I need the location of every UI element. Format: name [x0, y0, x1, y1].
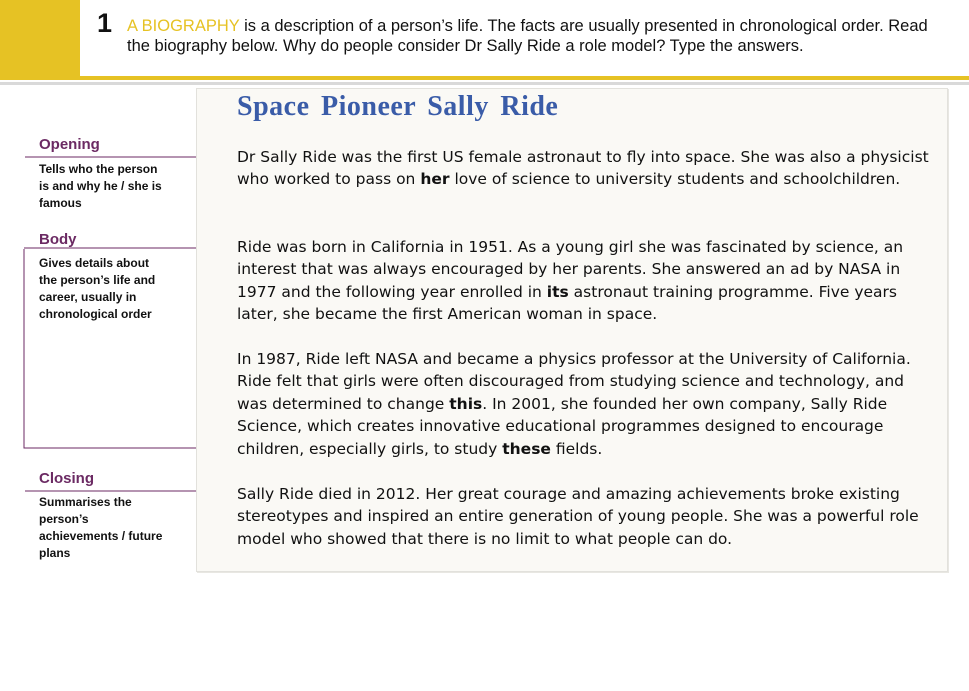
p2-highlight-its: its [546, 282, 569, 301]
p4-text-a: Sally Ride died in 2012. Her great courage and amazing achievements broke existing stereotypes and inspired an entire generation of young people. She was a powerful role model who showed that there is no limit to what people can do. [237, 485, 919, 548]
paragraph-body-1 [237, 236, 932, 326]
p1-text-c: love of science to university students and schoolchildren. [449, 170, 901, 189]
p3-text-c: . In 2001, she founded her own company, Sally Ride Science, which creates innovative educational programmes designed to encourage children, especially girls, to study [237, 394, 888, 458]
paragraph-body-2 [237, 348, 932, 460]
p3-text-d: fields. [550, 439, 603, 458]
p3-highlight-these: these [502, 439, 551, 458]
paragraph-closing [237, 483, 932, 550]
annotation-closing-description: Summarises the person’s achievements / future plans [39, 495, 163, 560]
instruction-keyword: A BIOGRAPHY [127, 17, 240, 35]
p2-text-a: Ride was born in California in 1951. As a young girl she was fascinated by science, an interest that was always encouraged by her parents. She answered an ad by NASA in 1977 and the following year enrolled in [237, 238, 904, 301]
annotation-opening-title: Opening [39, 136, 100, 153]
p1-highlight-her: her [420, 170, 450, 189]
instruction-text: is a description of a person’s life. The facts are usually presented in chronological order. Read the biography below. Why do people consider Dr Sally Ride a role model? Type the answers. [127, 17, 928, 55]
annotation-opening-description: Tells who the person is and why he / she is famous [39, 162, 162, 210]
annotation-body-description: Gives details about the person’s life and career, usually in chronological order [39, 256, 156, 321]
annotation-body-title: Body [39, 231, 77, 248]
biography-title: Space Pioneer Sally Ride [237, 91, 559, 122]
p1-text-a: Dr Sally Ride was the first US female astronaut to fly into space. She was also a physicist who worked to pass on [237, 148, 929, 189]
task-number: 1 [97, 8, 113, 38]
p3-text-a: In 1987, Ride left NASA and became a physics professor at the University of California. Ride felt that girls were often discouraged from studying science and technology, and was determined to change [237, 350, 911, 413]
p3-highlight-this: this [449, 394, 483, 413]
p2-text-c: astronaut training programme. Five years later, she became the first American woman in space. [237, 282, 898, 324]
paragraph-opening [237, 146, 932, 191]
annotation-closing-title: Closing [39, 470, 94, 487]
